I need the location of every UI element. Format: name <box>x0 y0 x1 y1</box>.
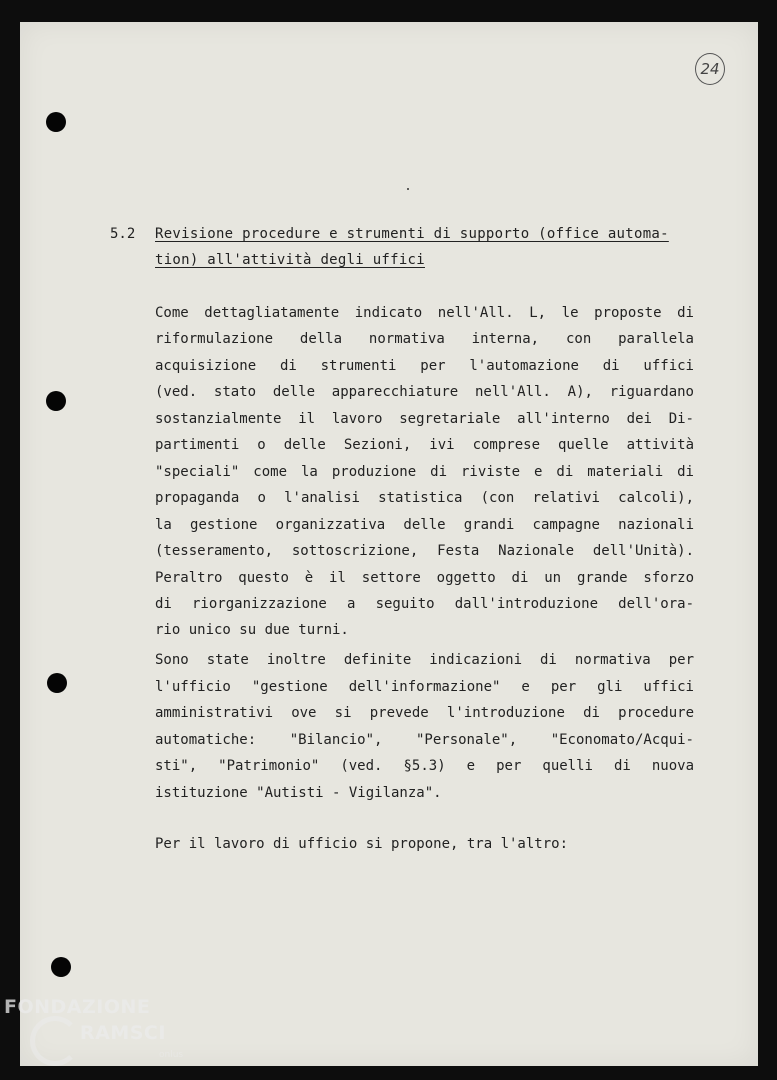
section-number: 5.2 <box>110 226 136 242</box>
paragraph-line: riformulazione della normativa interna, con parallela <box>155 331 694 347</box>
paragraph-line: Peraltro questo è il settore oggetto di un grande sforzo <box>155 570 694 586</box>
paragraph-line: sti", "Patrimonio" (ved. §5.3) e per quelli di nuova <box>155 758 694 774</box>
paragraph-line: (ved. stato delle apparecchiature nell'All. A), riguardano <box>155 384 694 400</box>
paragraph-line: "speciali" come la produzione di riviste e di materiali di <box>155 464 694 480</box>
paragraph-line: rio unico su due turni. <box>155 622 349 638</box>
paragraph-line: amministrativi ove si prevede l'introduzione di procedure <box>155 705 694 721</box>
paragraph-line: l'ufficio "gestione dell'informazione" e per gli uffici <box>155 679 694 695</box>
punch-hole <box>46 391 66 411</box>
watermark-line-2: RAMSCI <box>80 1022 166 1044</box>
paragraph-line: partimenti o delle Sezioni, ivi comprese quelle attività <box>155 437 694 453</box>
document-page <box>20 22 758 1066</box>
watermark-line-3: onlus <box>159 1050 184 1060</box>
g-logo-icon <box>30 1016 80 1066</box>
paragraph-line: sostanzialmente il lavoro segretariale all'interno dei Di- <box>155 411 694 427</box>
watermark-logo <box>4 992 204 1072</box>
closing-line: Per il lavoro di ufficio si propone, tra l'altro: <box>155 836 569 852</box>
paragraph-line: Sono state inoltre definite indicazioni di normativa per <box>155 652 694 668</box>
punch-hole <box>47 673 67 693</box>
paragraph-line: (tesseramento, sottoscrizione, Festa Nazionale dell'Unità). <box>155 543 694 559</box>
paragraph-line: automatiche: "Bilancio", "Personale", "Economato/Acqui- <box>155 732 694 748</box>
paragraph-line: istituzione "Autisti - Vigilanza". <box>155 785 442 801</box>
paragraph-line: la gestione organizzativa delle grandi campagne nazionali <box>155 517 694 533</box>
paragraph-line: di riorganizzazione a seguito dall'introduzione dell'ora- <box>155 596 694 612</box>
paragraph-line: propaganda o l'analisi statistica (con relativi calcoli), <box>155 490 694 506</box>
paragraph-line: acquisizione di strumenti per l'automazione di uffici <box>155 358 694 374</box>
punch-hole <box>51 957 71 977</box>
ink-speck <box>407 188 409 190</box>
paragraph-line: Come dettagliatamente indicato nell'All. L, le proposte di <box>155 305 694 321</box>
punch-hole <box>46 112 66 132</box>
section-title-line: tion) all'attività degli uffici <box>155 252 425 268</box>
page-number: 24 <box>695 53 725 85</box>
watermark-line-1: FONDAZIONE <box>4 996 151 1018</box>
section-title-line: Revisione procedure e strumenti di supporto (office automa- <box>155 226 669 242</box>
